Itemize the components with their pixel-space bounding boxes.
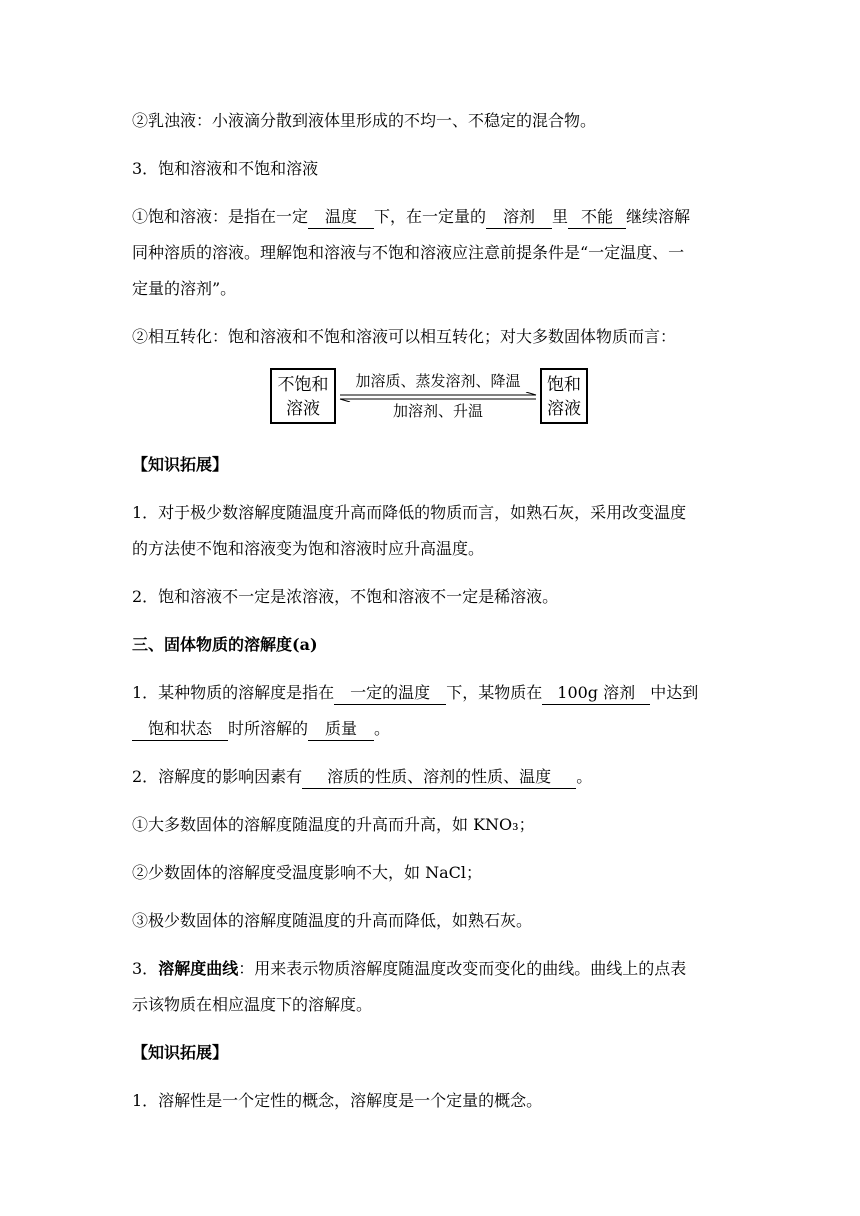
blank-solvent: 溶剂 — [486, 206, 552, 229]
mutual-conversion-text: ②相互转化：饱和溶液和不饱和溶液可以相互转化；对大多数固体物质而言： — [132, 327, 677, 346]
solubility-curve-line1: 3．溶解度曲线：用来表示物质溶解度随温度改变而变化的曲线。曲线上的点表 — [132, 959, 687, 978]
saturated-definition-line2: 同种溶质的溶液。理解饱和溶液与不饱和溶液应注意前提条件是“一定温度、一 — [132, 243, 685, 262]
saturated-definition-line1: ①饱和溶液：是指在一定 温度 下，在一定量的 溶剂 里 不能 继续溶解 — [132, 200, 742, 234]
saturated-definition-line3: 定量的溶剂”。 — [132, 279, 237, 298]
blank-factors: 溶质的性质、溶剂的性质、温度 — [302, 766, 576, 789]
section-heading-solubility: 三、固体物质的溶解度(a) — [132, 635, 318, 654]
saturated-solution-box: 饱和 溶液 — [540, 368, 588, 424]
solubility-curve-term: 溶解度曲线 — [158, 959, 239, 978]
blank-100g-solvent: 100g 溶剂 — [542, 682, 650, 705]
solubility-definition-line1: 1．某种物质的溶解度是指在 一定的温度 下，某物质在 100g 溶剂 中达到 — [132, 676, 742, 710]
blank-mass: 质量 — [308, 718, 374, 741]
blank-saturated-state: 饱和状态 — [132, 718, 228, 741]
emulsion-definition: ②乳浊液：小液滴分散到液体里形成的不均一、不稳定的混合物。 — [132, 111, 597, 130]
forward-condition-label: 加溶质、蒸发溶剂、降温 — [355, 372, 521, 390]
blank-certain-temperature: 一定的温度 — [334, 682, 446, 705]
extension-2-1: 1．溶解性是一个定性的概念，溶解度是一个定量的概念。 — [132, 1091, 543, 1110]
blank-temperature: 温度 — [308, 206, 374, 229]
extension-1-line2: 的方法使不饱和溶液变为饱和溶液时应升高温度。 — [132, 539, 485, 558]
unsaturated-solution-box: 不饱和 溶液 — [270, 368, 336, 424]
solubility-curve-line2: 示该物质在相应温度下的溶解度。 — [132, 995, 373, 1014]
solubility-factors: 2．溶解度的影响因素有 溶质的性质、溶剂的性质、温度 。 — [132, 760, 742, 794]
section-heading-saturated-solution: 3．饱和溶液和不饱和溶液 — [132, 159, 319, 178]
factor-very-few-solids: ③极少数固体的溶解度随温度的升高而降低，如熟石灰。 — [132, 911, 533, 930]
extension-1-line1: 1．对于极少数溶解度随温度升高而降低的物质而言，如熟石灰，采用改变温度 — [132, 503, 687, 522]
solubility-definition-line2: 饱和状态 时所溶解的 质量 。 — [132, 712, 742, 746]
blank-cannot: 不能 — [568, 206, 626, 229]
factor-most-solids: ①大多数固体的溶解度随温度的升高而升高，如 KNO₃； — [132, 815, 535, 834]
knowledge-extension-heading-1: 【知识拓展】 — [132, 455, 229, 474]
extension-2: 2．饱和溶液不一定是浓溶液，不饱和溶液不一定是稀溶液。 — [132, 587, 559, 606]
knowledge-extension-heading-2: 【知识拓展】 — [132, 1043, 229, 1062]
conversion-diagram — [270, 368, 588, 426]
factor-few-solids: ②少数固体的溶解度受温度影响不大，如 NaCl； — [132, 863, 482, 882]
backward-condition-label: 加溶剂、升温 — [392, 402, 483, 420]
